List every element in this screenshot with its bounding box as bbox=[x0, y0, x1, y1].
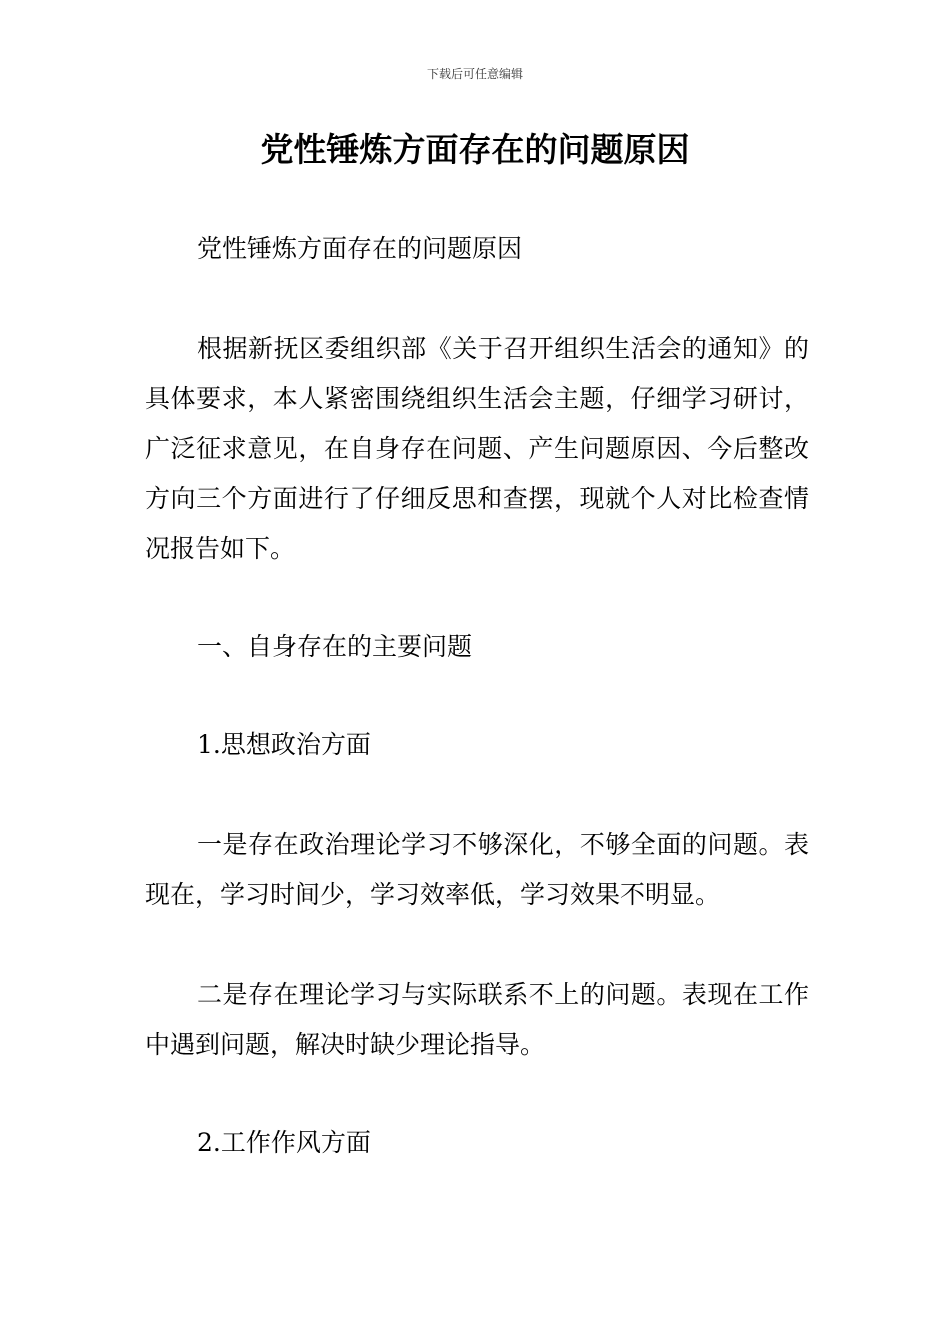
paragraph-intro: 根据新抚区委组织部《关于召开组织生活会的通知》的具体要求，本人紧密围绕组织生活会主题，仔细学习研讨，广泛征求意见，在自身存在问题、产生问题原因、今后整改方向三个方面进行了仔细反思和查摆，现就个人对比检查情况报告如下。 bbox=[145, 334, 809, 563]
section-heading-1: 一、自身存在的主要问题 bbox=[197, 632, 473, 661]
paragraph-subtitle: 党性锤炼方面存在的问题原因 bbox=[197, 234, 523, 263]
paragraph-point-1: 一是存在政治理论学习不够深化，不够全面的问题。表现在，学习时间少，学习效率低，学习效果不明显。 bbox=[145, 830, 809, 909]
document-title: 党性锤炼方面存在的问题原因 bbox=[260, 130, 690, 169]
subsection-heading-2: 2.工作作风方面 bbox=[197, 1128, 371, 1157]
header-note: 下载后可任意编辑 bbox=[426, 67, 523, 81]
paragraph-point-2: 二是存在理论学习与实际联系不上的问题。表现在工作中遇到问题，解决时缺少理论指导。 bbox=[145, 980, 809, 1059]
subsection-heading-1: 1.思想政治方面 bbox=[197, 730, 371, 759]
